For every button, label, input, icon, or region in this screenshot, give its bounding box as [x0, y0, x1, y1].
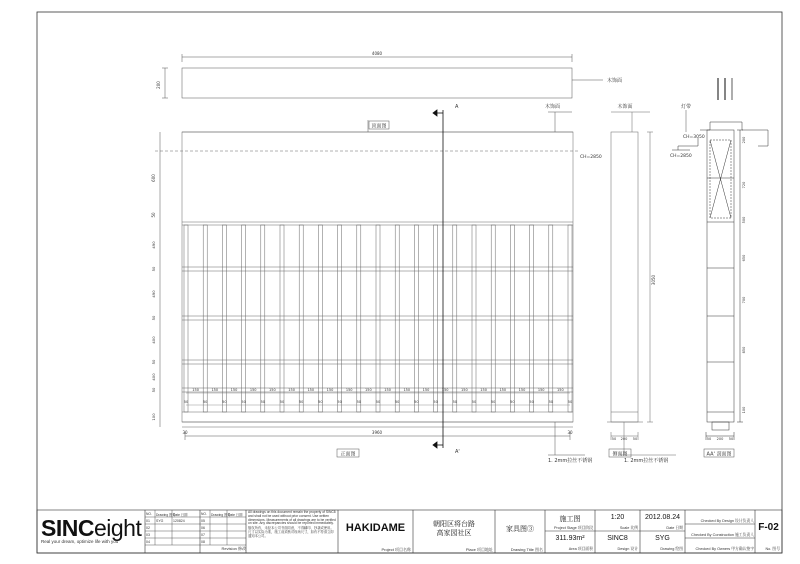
slat-gap-dim: 150	[269, 388, 276, 392]
slat	[203, 225, 207, 412]
section-right-dim: 200	[742, 136, 746, 144]
slat	[530, 225, 534, 412]
side-bottom-dim: 50	[611, 437, 617, 441]
sheet-frame	[37, 12, 782, 553]
rev-cell: 07	[201, 532, 205, 537]
front-caption: 正面图	[340, 451, 356, 458]
area-value: 311.93m²	[555, 535, 585, 542]
rev-header: Drawing 图号	[156, 512, 176, 517]
slat-width-dim: 50	[202, 400, 208, 404]
design-label: Design 设计	[617, 547, 638, 551]
rev-header: Date 日期	[173, 512, 188, 517]
logo	[41, 515, 145, 549]
slat-width-dim: 50	[567, 400, 573, 404]
light-strip-label: 灯带	[680, 104, 692, 110]
logo-main: SINC	[41, 515, 94, 541]
slat-gap-dim: 150	[422, 388, 430, 392]
slat-gap-dim: 150	[288, 388, 295, 392]
section-cross-marks	[710, 140, 731, 218]
slat-width-dim: 50	[548, 400, 554, 404]
section-right-dim: 500	[742, 216, 746, 224]
logo-tagline: Real your dream, optimize life with you	[41, 539, 119, 544]
slat	[472, 225, 476, 412]
slat-width-dim: 50	[529, 400, 534, 404]
side-elevation	[607, 112, 676, 455]
slat-gap-dim: 150	[345, 388, 353, 392]
revision-label: Revision 修改	[221, 546, 246, 551]
section-bottom-dim: 50	[706, 437, 712, 441]
rev-cell: 05	[201, 518, 205, 523]
front-slat-dimensions	[184, 388, 572, 405]
slat	[280, 225, 284, 412]
slat	[414, 225, 418, 412]
date-label: Date 日期	[666, 526, 683, 530]
slat-gap-dim: 150	[499, 388, 507, 392]
slat-width-dim: 50	[452, 400, 458, 404]
slat-width-dim: 50	[298, 400, 304, 404]
drawing-title-label: Drawing Title 图名	[510, 547, 543, 552]
project-label: Project 项目名称	[381, 547, 411, 552]
slat-gap-dim: 150	[365, 388, 372, 392]
slat	[453, 225, 457, 412]
side-note: 1. 2mm拉丝不锈钢	[624, 458, 669, 464]
sheet-number-label: No. 图号	[765, 547, 780, 551]
section-bottom-dim: 50	[728, 437, 734, 441]
section-right-dim: 100	[742, 406, 746, 414]
slat-width-dim: 50	[318, 400, 323, 404]
section-right-dim: 650	[742, 254, 746, 262]
slat-width-dim: 50	[490, 400, 496, 404]
gap-50-dim: 50	[151, 212, 156, 218]
rev-header: Drawing 图号	[211, 512, 231, 517]
rev-cell: 03	[146, 532, 150, 537]
slat-gap-dim: 150	[230, 388, 238, 392]
front-note: 1. 2mm拉丝不锈钢	[548, 458, 593, 464]
section-right-dim: 700	[742, 296, 746, 304]
slat-width-dim: 50	[394, 400, 400, 404]
left-dim: 100	[151, 413, 156, 421]
notes-block	[248, 511, 336, 551]
notes-en: All drawings on this document remain the property of SINC8 and shall not be used without prior consent. Use written dimensions. Measurements of all drawings are to be verified on site. Any discrepancies should be reported immediately.	[248, 510, 336, 526]
slat-gap-dim: 150	[384, 388, 391, 392]
slat-width-dim: 50	[260, 400, 266, 404]
section-line	[433, 110, 443, 448]
ceiling-label: 顶面图	[371, 123, 387, 130]
area-label: Area 项目面积	[568, 547, 593, 551]
front-right-30-dim: 30	[567, 430, 573, 435]
slat	[242, 225, 246, 412]
rev-cell: 01	[146, 518, 150, 523]
left-dim: 50	[151, 387, 156, 393]
slat-gap-dim: 150	[480, 388, 487, 392]
slat-width-dim: 50	[183, 400, 189, 404]
slat-width-dim: 50	[356, 400, 362, 404]
top-height-dim: 200	[156, 81, 161, 89]
slat	[549, 225, 553, 412]
side-height-dim: 3050	[651, 274, 656, 286]
logo-suffix: eight	[93, 515, 142, 541]
checked-owner: Checked By Owners 甲方确认签字	[695, 547, 754, 551]
checked-construction: Checked By Construction 施工负责人	[691, 533, 754, 537]
side-bottom-dim: 200	[620, 437, 628, 441]
slat	[338, 225, 342, 412]
place-label: Place 项目地址	[465, 547, 493, 552]
front-elevation	[155, 132, 580, 427]
slat-gap-dim: 150	[211, 388, 219, 392]
section-a-bottom-label: A'	[455, 449, 460, 455]
slat	[318, 225, 322, 412]
stage-label: Project Stage 项目阶段	[553, 526, 593, 530]
rev-cell: 06	[201, 525, 205, 530]
left-dim: 50	[151, 315, 156, 321]
wood-trim-side-label: 木饰面	[617, 104, 633, 110]
front-slats	[184, 225, 572, 412]
slat-gap-dim: 150	[307, 388, 315, 392]
top-view	[162, 54, 603, 98]
section-caption: AA' 剖面图	[706, 451, 732, 458]
left-dim: 50	[151, 266, 156, 272]
section-right-dim: 850	[742, 346, 746, 354]
left-dim: 400	[151, 336, 156, 344]
side-bottom-dimensions	[612, 437, 637, 441]
section-bottom-dim: 200	[716, 437, 724, 441]
rev-cell: 04	[146, 539, 150, 544]
slat-width-dim: 50	[414, 400, 419, 404]
rev-header: NO.	[146, 511, 152, 516]
upper-height-dim: 600	[151, 174, 156, 182]
revision-table-b	[200, 510, 246, 545]
section-view	[672, 78, 768, 440]
slat-width-dim: 50	[510, 400, 515, 404]
scale-label: Scale 比例	[619, 526, 638, 530]
slat	[184, 225, 188, 412]
slat-gap-dim: 150	[326, 388, 334, 392]
slat-width-dim: 50	[279, 400, 285, 404]
slat-gap-dim: 150	[518, 388, 526, 392]
slat-gap-dim: 150	[403, 388, 411, 392]
ch-side-b-label: CH=2850	[670, 154, 692, 159]
slat-width-dim: 50	[222, 400, 227, 404]
left-dim: 490	[151, 290, 156, 298]
drawing-by-value: SYG	[655, 535, 670, 542]
side-caption: 侧面图	[612, 451, 628, 458]
slat	[299, 225, 303, 412]
section-a-top-label: A	[455, 104, 459, 110]
section-right-dim: 720	[742, 181, 746, 189]
slat-width-dim: 50	[433, 400, 438, 404]
rev-header: NO.	[201, 511, 207, 516]
wood-trim-front-label: 木饰面	[545, 104, 561, 110]
side-bottom-dim: 50	[632, 437, 638, 441]
checked-design: Checked By Design 设计负责人	[700, 519, 754, 523]
stage-value: 施工图	[559, 516, 581, 523]
front-left-dimensions	[151, 222, 160, 427]
slat	[434, 225, 438, 412]
slat-width-dim: 50	[471, 400, 477, 404]
left-dim: 490	[151, 241, 156, 249]
ch-main-label: CH=2850	[580, 155, 602, 160]
rev-cell: SYG	[156, 518, 164, 523]
notes-cn: 版权所有，未经本公司书面同意，不得翻印、抄袭或使用。尺寸以实际为准，施工前须核对现场尺寸，如有不符请立即通知本公司。	[248, 526, 334, 538]
front-total-dim: 3960	[371, 430, 383, 435]
slat	[376, 225, 380, 412]
slat	[568, 225, 572, 412]
slat	[357, 225, 361, 412]
slat	[222, 225, 226, 412]
top-width-dim: 4080	[371, 51, 383, 56]
wood-trim-top-label: 木饰面	[607, 78, 623, 84]
slat	[261, 225, 265, 412]
slat-gap-dim: 150	[537, 388, 545, 392]
slat	[491, 225, 495, 412]
place-line-2: 高家园社区	[436, 530, 472, 537]
front-left-30-dim: 30	[182, 430, 188, 435]
left-dim: 50	[151, 359, 156, 365]
ch-side-a-label: CH=3050	[683, 135, 705, 140]
date-value: 2012.08.24	[644, 514, 681, 521]
rev-cell: 120824	[173, 518, 185, 523]
slat	[510, 225, 514, 412]
scale-value: 1:20	[610, 514, 625, 521]
section-right-dimensions	[742, 137, 746, 414]
drawing-title: 家具图③	[506, 526, 534, 533]
section-bottom-dimensions	[707, 437, 733, 441]
slat-gap-dim: 150	[249, 388, 257, 392]
place-line-1: 朝阳区将台路	[433, 521, 475, 528]
rev-cell: 08	[201, 539, 205, 544]
design-value: SINC8	[607, 535, 628, 542]
slat	[395, 225, 399, 412]
drawing-by-label: Drawing 绘图	[660, 547, 683, 551]
slat-width-dim: 50	[375, 400, 381, 404]
revision-table-a	[145, 510, 200, 545]
slat-gap-dim: 150	[192, 388, 199, 392]
slat-gap-dim: 150	[461, 388, 468, 392]
project-name: HAKIDAME	[345, 522, 406, 534]
rev-header: Date 日期	[228, 512, 243, 517]
slat-width-dim: 50	[337, 400, 342, 404]
rev-cell: 02	[146, 525, 150, 530]
slat-gap-dim: 150	[557, 388, 564, 392]
left-dim: 400	[151, 373, 156, 381]
slat-width-dim: 50	[241, 400, 246, 404]
sheet-number: F-02	[758, 522, 779, 533]
slat-gap-dim: 150	[441, 388, 449, 392]
